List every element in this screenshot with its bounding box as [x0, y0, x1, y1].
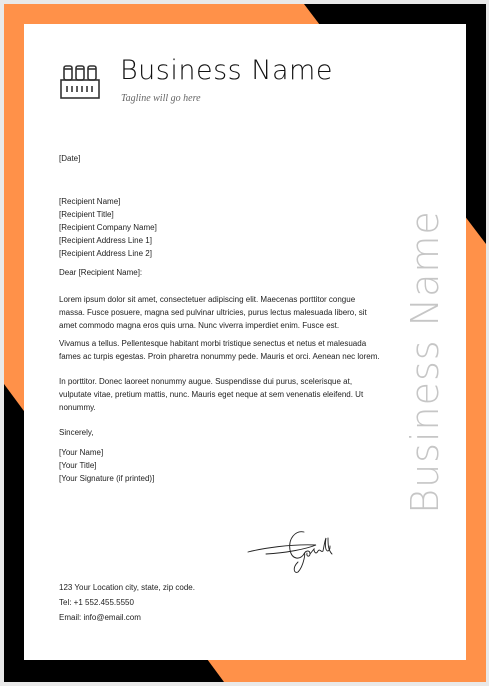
footer-address: 123 Your Location city, state, zip code. — [59, 583, 195, 592]
vertical-business-name-watermark: Business Name — [403, 210, 447, 514]
paragraph-line: Lorem ipsum dolor sit amet, consectetuer adipiscing elit. Maecenas porttitor congue — [59, 295, 356, 304]
sender-title: [Your Title] — [59, 461, 97, 470]
letterhead-page — [4, 4, 486, 682]
paragraph-line: massa. Fusce posuere, magna sed pulvinar ultricies, purus lectus malesuada libero, sit — [59, 308, 367, 317]
body-paragraph — [59, 293, 404, 332]
body-paragraph — [59, 375, 404, 414]
recipient-company: [Recipient Company Name] — [59, 223, 157, 232]
letter-paper — [24, 24, 466, 660]
recipient-address-line-1: [Recipient Address Line 1] — [59, 236, 152, 245]
paragraph-line: In porttitor. Donec laoreet nonummy augue. Suspendisse dui purus, scelerisque at, — [59, 377, 353, 386]
salutation: Dear [Recipient Name]: — [59, 268, 143, 277]
paragraph-line: fames ac turpis egestas. Proin pharetra nonummy pede. Mauris et orci. Aenean nec lorem. — [59, 352, 380, 361]
paragraph-line: nonummy. — [59, 403, 96, 412]
recipient-title: [Recipient Title] — [59, 210, 114, 219]
paragraph-line: amet commodo magna eros quis urna. Nunc viverra imperdiet enim. Fusce est. — [59, 321, 340, 330]
sender-name: [Your Name] — [59, 448, 104, 457]
footer-phone: Tel: +1 552.455.5550 — [59, 598, 134, 607]
recipient-address-line-2: [Recipient Address Line 2] — [59, 249, 152, 258]
footer-contact — [59, 580, 404, 625]
recipient-name: [Recipient Name] — [59, 197, 121, 206]
body-paragraph — [59, 337, 404, 363]
recipient-block — [59, 195, 404, 260]
tagline: Tagline will go here — [121, 93, 201, 104]
sender-block — [59, 446, 404, 485]
footer-email: Email: info@email.com — [59, 613, 141, 622]
business-name: Business Name — [120, 55, 333, 86]
handwritten-signature — [246, 524, 336, 574]
sender-signature-printed: [Your Signature (if printed)] — [59, 474, 155, 483]
paragraph-line: vulputate vitae, pretium mattis, nunc. Mauris eget neque at sem venenatis eleifend. Ut — [59, 390, 364, 399]
factory-icon — [58, 60, 102, 102]
paragraph-line: Vivamus a tellus. Pellentesque habitant morbi tristique senectus et netus et malesuada — [59, 339, 367, 348]
closing: Sincerely, — [59, 428, 94, 437]
letter-date: [Date] — [59, 154, 81, 163]
